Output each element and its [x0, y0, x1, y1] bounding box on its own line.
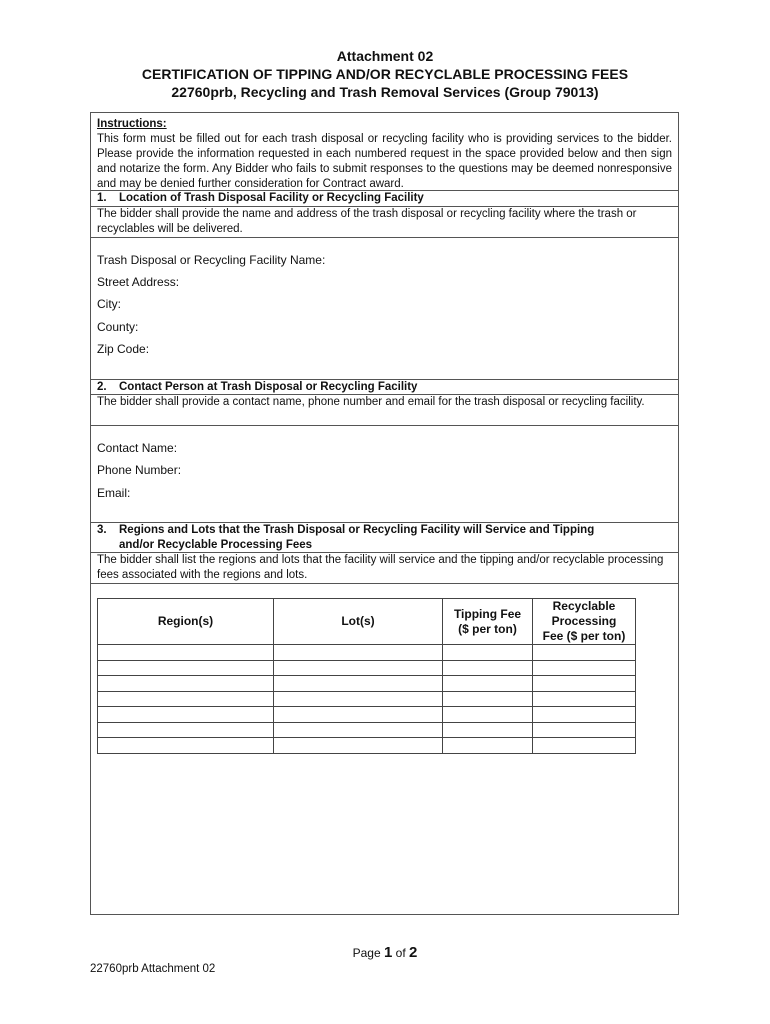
page-current: 1	[383, 944, 393, 961]
tipping-fee-cell[interactable]	[443, 645, 533, 661]
section2-description-box	[91, 394, 678, 425]
lot-column-header: Lot(s)	[274, 599, 443, 645]
zip-code-label: Zip Code:	[97, 342, 150, 356]
tipping-fee-column-header: Tipping Fee ($ per ton)	[443, 599, 533, 645]
table-row	[98, 722, 636, 738]
document-footer-label: 22760prb Attachment 02	[90, 963, 216, 975]
city-label: City:	[97, 297, 121, 311]
region-cell[interactable]	[98, 645, 274, 661]
street-address-label: Street Address:	[97, 275, 180, 289]
section2-header	[91, 379, 678, 394]
page-word: Page	[352, 946, 381, 960]
table-row	[98, 645, 636, 661]
form-title: CERTIFICATION OF TIPPING AND/OR RECYCLABLE PROCESSING FEES	[141, 66, 629, 82]
section3-description: The bidder shall list the regions and lots that the facility will service and the tipping and/or recyclable processing fees associated with the regions and lots.	[97, 554, 664, 581]
form-subtitle: 22760prb, Recycling and Trash Removal Services (Group 79013)	[171, 84, 599, 100]
lot-cell[interactable]	[274, 645, 443, 661]
section1-fields	[91, 237, 678, 379]
recyclable-fee-column-header: Recyclable Processing Fee ($ per ton)	[533, 599, 636, 645]
page-number	[0, 944, 770, 961]
lot-cell[interactable]	[274, 738, 443, 754]
section3-header	[91, 522, 678, 552]
recyclable-fee-cell[interactable]	[533, 707, 636, 723]
region-cell[interactable]	[98, 738, 274, 754]
page-of: of	[395, 946, 406, 960]
table-row	[98, 738, 636, 754]
section3-number: 3.	[97, 524, 107, 536]
tipping-fee-cell[interactable]	[443, 738, 533, 754]
tipping-fee-cell[interactable]	[443, 660, 533, 676]
email-label: Email:	[97, 486, 131, 500]
section3-title-line2: and/or Recyclable Processing Fees	[119, 539, 313, 551]
table-row	[98, 707, 636, 723]
section1-description-box	[91, 206, 678, 237]
tipping-fee-cell[interactable]	[443, 707, 533, 723]
section3-description-box	[91, 552, 678, 583]
region-cell[interactable]	[98, 676, 274, 692]
section1-title: Location of Trash Disposal Facility or Recycling Facility	[119, 192, 424, 204]
section3-title-line1: Regions and Lots that the Trash Disposal or Recycling Facility will Service and Tipping	[119, 524, 595, 536]
tipping-fee-cell[interactable]	[443, 676, 533, 692]
facility-name-label: Trash Disposal or Recycling Facility Name:	[97, 253, 326, 267]
region-column-header: Region(s)	[98, 599, 274, 645]
region-cell[interactable]	[98, 707, 274, 723]
section2-fields	[91, 425, 678, 522]
tipping-fee-cell[interactable]	[443, 691, 533, 707]
lot-cell[interactable]	[274, 691, 443, 707]
instructions-block	[91, 117, 678, 192]
lot-cell[interactable]	[274, 722, 443, 738]
recyclable-fee-cell[interactable]	[533, 738, 636, 754]
phone-number-label: Phone Number:	[97, 463, 182, 477]
section2-description: The bidder shall provide a contact name, phone number and email for the trash disposal or recycling facility.	[97, 396, 645, 408]
recyclable-fee-cell[interactable]	[533, 722, 636, 738]
section1-number: 1.	[97, 192, 107, 204]
table-row	[98, 691, 636, 707]
region-cell[interactable]	[98, 722, 274, 738]
fees-table	[97, 598, 636, 754]
recyclable-fee-cell[interactable]	[533, 660, 636, 676]
recyclable-fee-cell[interactable]	[533, 676, 636, 692]
section1-header	[91, 190, 678, 205]
page-total: 2	[409, 944, 418, 961]
section3-divider	[91, 583, 678, 584]
region-cell[interactable]	[98, 660, 274, 676]
section2-title: Contact Person at Trash Disposal or Recycling Facility	[119, 381, 418, 393]
table-row	[98, 660, 636, 676]
document-header	[0, 47, 770, 101]
county-label: County:	[97, 320, 139, 334]
lot-cell[interactable]	[274, 660, 443, 676]
instructions-title: Instructions:	[97, 118, 167, 130]
region-cell[interactable]	[98, 691, 274, 707]
lot-cell[interactable]	[274, 707, 443, 723]
table-row	[98, 676, 636, 692]
certification-form	[90, 112, 679, 915]
tipping-fee-cell[interactable]	[443, 722, 533, 738]
section1-description: The bidder shall provide the name and address of the trash disposal or recycling facility where the trash or recyclables will be delivered.	[97, 208, 637, 235]
recyclable-fee-cell[interactable]	[533, 645, 636, 661]
fees-table-header-row	[98, 599, 636, 645]
instructions-body: This form must be filled out for each trash disposal or recycling facility who is providing services to the bidder. Please provide the information requested in each numbered request in the space provided below and then sign and notarize the form. Any Bidder who fails to submit responses to the questions may be deemed nonresponsive and may be denied further consideration for Contract award.	[97, 133, 672, 190]
contact-name-label: Contact Name:	[97, 441, 178, 455]
section2-number: 2.	[97, 381, 107, 393]
lot-cell[interactable]	[274, 676, 443, 692]
attachment-title: Attachment 02	[336, 48, 434, 64]
recyclable-fee-cell[interactable]	[533, 691, 636, 707]
